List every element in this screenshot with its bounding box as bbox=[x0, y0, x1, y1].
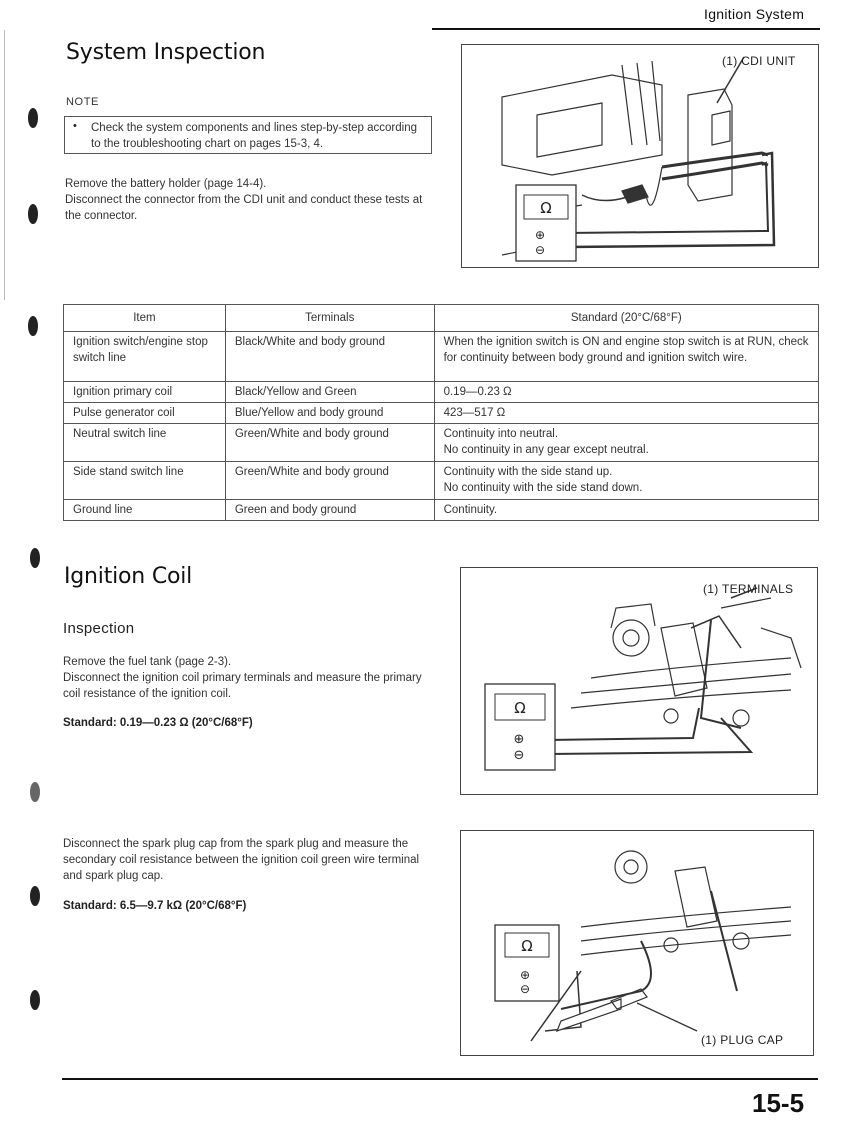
plus-terminal-icon: ⊕ bbox=[534, 228, 546, 242]
figure-cdi-unit bbox=[461, 44, 819, 268]
paragraph-battery: Remove the battery holder (page 14-4). bbox=[65, 178, 267, 190]
table-row bbox=[64, 332, 819, 382]
minus-terminal-icon: ⊖ bbox=[519, 982, 531, 996]
cdi-unit-illustration bbox=[462, 45, 819, 268]
caption-plug-cap: (1) PLUG CAP bbox=[701, 1033, 784, 1047]
running-header: Ignition System bbox=[704, 6, 805, 22]
binding-hole-icon bbox=[30, 886, 40, 906]
binding-hole-icon bbox=[30, 548, 40, 568]
cell-standard: 423—517 Ω bbox=[434, 403, 818, 424]
multimeter-icon bbox=[516, 185, 576, 261]
figure-plug-cap bbox=[460, 830, 814, 1056]
standard-primary-coil: Standard: 0.19—0.23 Ω (20°C/68°F) bbox=[63, 717, 253, 729]
cell-standard: 0.19—0.23 Ω bbox=[434, 382, 818, 403]
plus-terminal-icon: ⊕ bbox=[513, 732, 525, 747]
binding-hole-icon bbox=[28, 204, 38, 224]
note-text-content: Check the system components and lines step-by-step according to the troubleshooting chart on pages 15-3, 4. bbox=[91, 122, 417, 150]
binding-hole-icon bbox=[30, 990, 40, 1010]
minus-terminal-icon: ⊖ bbox=[513, 748, 525, 763]
header-standard: Standard (20°C/68°F) bbox=[434, 305, 818, 332]
plug-cap-illustration bbox=[461, 831, 814, 1056]
note-text bbox=[91, 120, 427, 152]
cell-standard: Continuity with the side stand up. No continuity with the side stand down. bbox=[434, 462, 818, 500]
caption-terminals: (1) TERMINALS bbox=[703, 582, 794, 596]
caption-cdi-unit: (1) CDI UNIT bbox=[722, 54, 796, 68]
header-rule bbox=[432, 28, 820, 30]
minus-terminal-icon: ⊖ bbox=[534, 243, 546, 257]
cell-item: Ignition primary coil bbox=[64, 382, 226, 403]
ohm-symbol: Ω bbox=[540, 199, 552, 217]
section-title-ignition-coil: Ignition Coil bbox=[64, 564, 193, 589]
binding-margin-line bbox=[4, 30, 5, 300]
cell-standard: When the ignition switch is ON and engine stop switch is at RUN, check for continuity between body ground and ignition switch wire. bbox=[434, 332, 818, 382]
binding-hole-icon bbox=[28, 108, 38, 128]
table-row bbox=[64, 424, 819, 462]
cell-item: Pulse generator coil bbox=[64, 403, 226, 424]
terminals-illustration bbox=[461, 568, 818, 795]
plus-terminal-icon: ⊕ bbox=[519, 968, 531, 982]
multimeter-icon bbox=[485, 684, 555, 770]
cell-item: Ground line bbox=[64, 500, 226, 521]
cell-terminals: Green and body ground bbox=[225, 500, 434, 521]
multimeter-icon bbox=[495, 925, 559, 1001]
binding-hole-icon bbox=[30, 782, 40, 802]
paragraph-fuel-tank: Remove the fuel tank (page 2-3). bbox=[63, 656, 232, 668]
paragraph-secondary-coil: Disconnect the spark plug cap from the spark plug and measure the secondary coil resistance between the ignition coil green wire terminal and spark plug cap. bbox=[63, 838, 420, 882]
ohm-symbol: Ω bbox=[514, 699, 526, 717]
note-bullet: • bbox=[73, 120, 77, 132]
cell-terminals: Black/Yellow and Green bbox=[225, 382, 434, 403]
spec-table-header-row bbox=[64, 305, 819, 332]
binding-hole-icon bbox=[28, 316, 38, 336]
table-row bbox=[64, 382, 819, 403]
cell-terminals: Green/White and body ground bbox=[225, 424, 434, 462]
ohm-symbol: Ω bbox=[521, 937, 533, 955]
table-row bbox=[64, 462, 819, 500]
paragraph-cdi-connector: Disconnect the connector from the CDI unit and conduct these tests at the connector. bbox=[65, 194, 423, 222]
note-label: NOTE bbox=[66, 96, 99, 108]
header-item: Item bbox=[64, 305, 226, 332]
cell-terminals: Blue/Yellow and body ground bbox=[225, 403, 434, 424]
paragraph-primary-coil: Disconnect the ignition coil primary terminals and measure the primary coil resistance of the ignition coil. bbox=[63, 672, 422, 700]
spec-table bbox=[63, 304, 819, 521]
cell-item: Ignition switch/engine stop switch line bbox=[64, 332, 226, 382]
cell-item: Side stand switch line bbox=[64, 462, 226, 500]
figure-terminals bbox=[460, 567, 818, 795]
cell-standard: Continuity. bbox=[434, 500, 818, 521]
header-terminals: Terminals bbox=[225, 305, 434, 332]
page-number: 15-5 bbox=[752, 1088, 805, 1118]
table-row bbox=[64, 500, 819, 521]
section-title-system-inspection: System Inspection bbox=[66, 40, 266, 65]
cell-terminals: Green/White and body ground bbox=[225, 462, 434, 500]
cell-item: Neutral switch line bbox=[64, 424, 226, 462]
table-row bbox=[64, 403, 819, 424]
subsection-title-inspection: Inspection bbox=[63, 620, 135, 637]
cell-standard: Continuity into neutral. No continuity in any gear except neutral. bbox=[434, 424, 818, 462]
footer-rule bbox=[62, 1078, 818, 1080]
cell-terminals: Black/White and body ground bbox=[225, 332, 434, 382]
standard-secondary-coil: Standard: 6.5—9.7 kΩ (20°C/68°F) bbox=[63, 900, 247, 912]
